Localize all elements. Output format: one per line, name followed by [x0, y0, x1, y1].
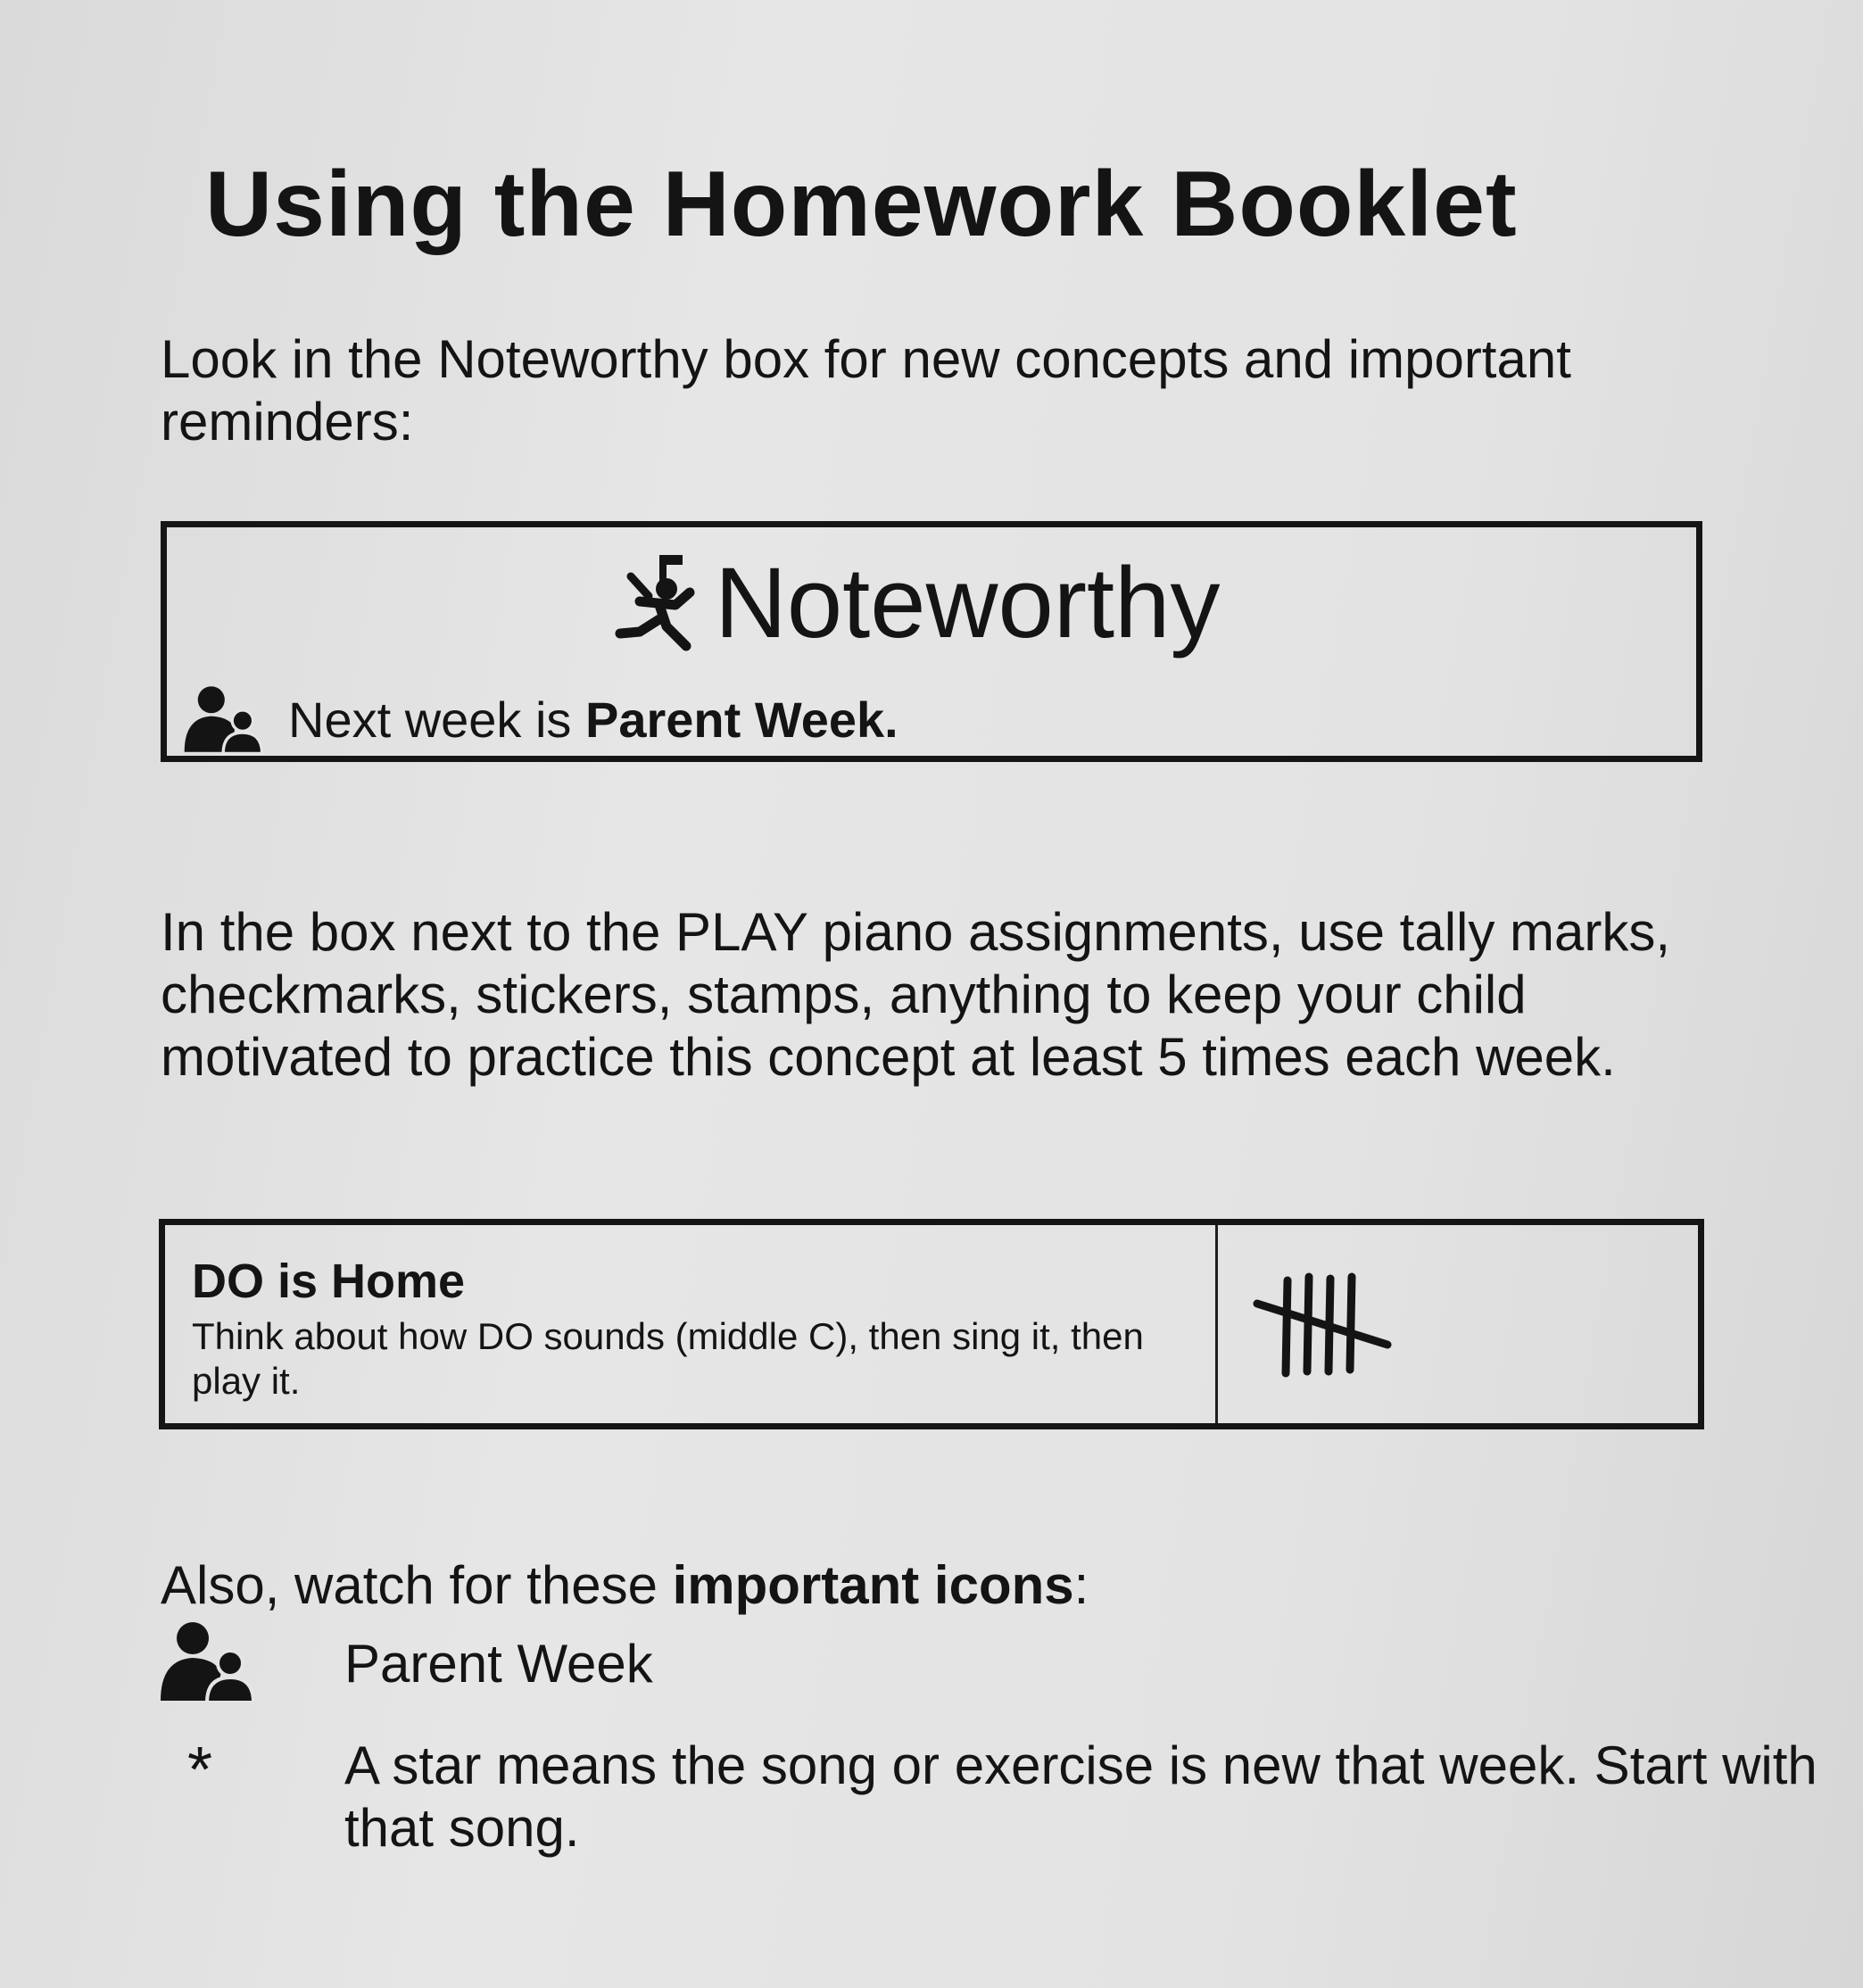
icons-heading-text: Also, watch for these [161, 1555, 673, 1615]
page-title: Using the Homework Booklet [205, 153, 1518, 256]
reminder-emphasis: Parent Week. [585, 691, 898, 748]
icon-legend-label: Parent Week [344, 1633, 653, 1694]
singing-person-icon [613, 550, 702, 657]
noteworthy-title: Noteworthy [715, 547, 1221, 659]
icon-legend-label: A star means the song or exercise is new that week. Start with that song. [344, 1735, 1817, 1858]
example-assignment-box [159, 1219, 1704, 1429]
parent-icon [159, 1620, 257, 1702]
icon-legend-item [159, 1735, 1826, 1860]
play-instructions: In the box next to the PLAY piano assignments, use tally marks, checkmarks, stickers, stamps, anything to keep your child motivated to practice this concept at least 5 times each week. [161, 902, 1671, 1087]
assignment-description-cell [165, 1225, 1218, 1423]
noteworthy-reminder [183, 683, 898, 755]
assignment-description: Think about how DO sounds (middle C), then sing it, then play it. [192, 1315, 1144, 1402]
icons-heading-suffix: : [1073, 1555, 1089, 1615]
star-icon: * [187, 1735, 213, 1806]
tally-cell [1218, 1225, 1698, 1423]
tally-marks-icon [1252, 1268, 1395, 1384]
assignment-title: DO is Home [192, 1255, 466, 1308]
icons-heading [161, 1554, 1695, 1617]
icon-legend-item [159, 1620, 653, 1707]
intro-paragraph: Look in the Noteworthy box for new concepts and important reminders: [161, 329, 1571, 451]
parent-icon [183, 683, 265, 755]
noteworthy-box [161, 521, 1702, 762]
icons-heading-emphasis: important icons [672, 1555, 1074, 1615]
noteworthy-header [613, 545, 1220, 660]
reminder-text: Next week is [288, 691, 585, 748]
